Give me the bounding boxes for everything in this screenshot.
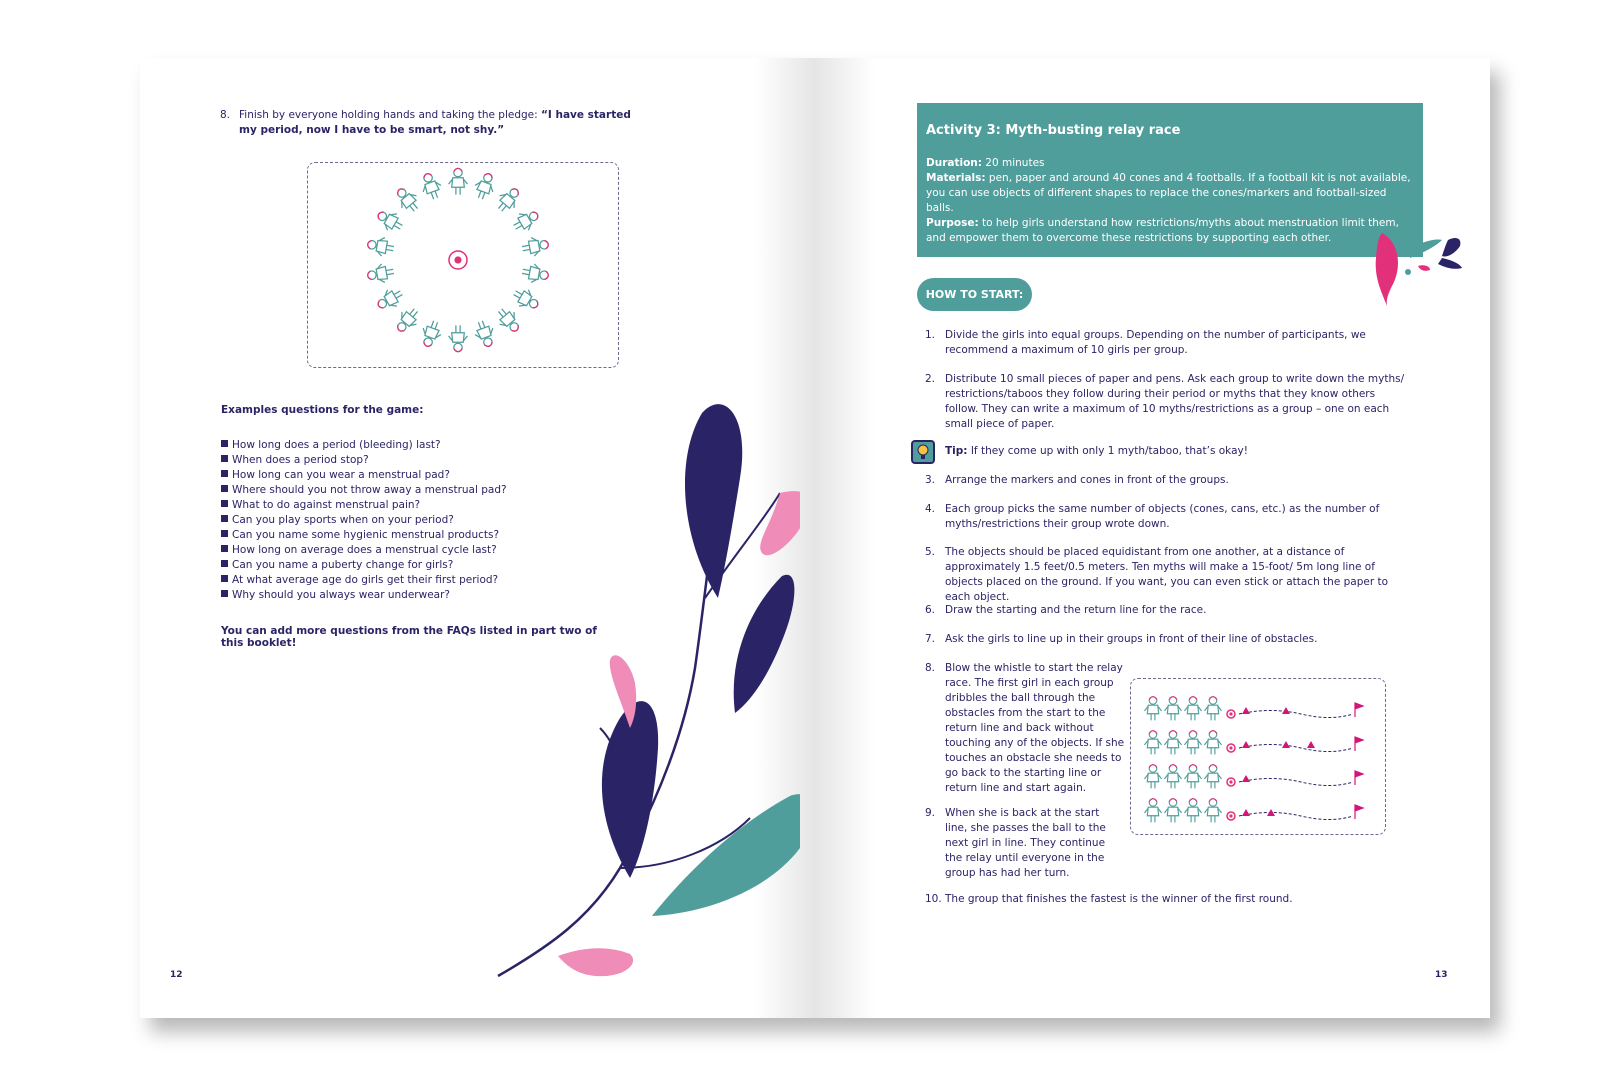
girl-figure-icon — [374, 285, 406, 314]
question-text: How long does a period (bleeding) last? — [232, 439, 441, 451]
purpose-line — [926, 216, 1414, 246]
question-text: How long on average does a menstrual cycle last? — [232, 544, 497, 556]
step-text: Each group picks the same number of objects (cones, cans, etc.) as the number of myths/restrictions their group wrote down. — [945, 503, 1380, 530]
list-item — [925, 502, 1405, 532]
girl-figure-icon — [1204, 765, 1221, 789]
girl-figure-icon — [418, 318, 445, 349]
step-number: 5. — [925, 546, 936, 558]
step-text: Draw the starting and the return line for the race. — [945, 604, 1207, 616]
girl-figure-icon — [1144, 765, 1161, 789]
girl-figure-icon — [449, 325, 468, 351]
step-text: Ask the girls to line up in their groups in front of their line of obstacles. — [945, 633, 1318, 645]
page-number: 13 — [1435, 970, 1448, 980]
booklet-spread — [140, 58, 1490, 1018]
step-text: Divide the girls into equal groups. Depending on the number of participants, we recommend a maximum of 10 girls per group. — [945, 329, 1366, 356]
flag-icon — [1355, 771, 1363, 785]
girl-figure-icon — [1164, 765, 1181, 789]
list-item — [925, 806, 1115, 881]
step-text: Distribute 10 small pieces of paper and pens. Ask each group to write down the myths/ restrictions/taboos they follow during their period or myths that they know others follow. They can write a maximum of 10 myths/restrictions as a group – one on each small piece of paper. — [945, 373, 1405, 430]
left-page — [140, 58, 815, 1018]
girl-figure-icon — [449, 168, 468, 194]
girl-figure-icon — [510, 206, 542, 235]
plant-decoration — [480, 398, 800, 1018]
activity-title: Activity 3: Myth-busting relay race — [926, 123, 1181, 138]
circle-illustration-frame — [307, 162, 619, 368]
question-text: Where should you not throw away a menstrual pad? — [232, 484, 507, 496]
girl-figure-icon — [392, 184, 423, 216]
tip-row — [925, 444, 1405, 459]
gutter-shadow — [815, 58, 875, 1018]
girl-figure-icon — [1184, 765, 1201, 789]
activity-info-box — [917, 103, 1423, 257]
purpose-label: Purpose: — [926, 217, 979, 229]
girl-figure-icon — [471, 171, 498, 202]
girl-figure-icon — [521, 262, 550, 285]
relay-race-illustration — [1131, 679, 1385, 834]
girl-figure-icon — [1184, 697, 1201, 721]
relay-illustration-frame — [1130, 678, 1386, 835]
list-item — [925, 328, 1405, 358]
girl-figure-icon — [1184, 799, 1201, 823]
list-item — [925, 632, 1405, 647]
materials-value: pen, paper and around 40 cones and 4 footballs. If a football kit is not available, you can use objects of different shapes to replace the cones/markers and football-sized balls. — [926, 172, 1411, 214]
square-bullet-icon — [221, 455, 228, 462]
cone-icon — [1242, 707, 1250, 714]
list-item — [925, 545, 1405, 605]
girl-figure-icon — [366, 262, 395, 285]
square-bullet-icon — [221, 470, 228, 477]
how-to-start-badge: HOW TO START: — [917, 278, 1032, 311]
examples-title: Examples questions for the game: — [221, 404, 424, 416]
girl-figure-icon — [418, 171, 445, 202]
list-item — [925, 661, 1130, 796]
girl-figure-icon — [493, 304, 524, 336]
splash-decoration — [1370, 228, 1470, 308]
girl-figure-icon — [1164, 697, 1181, 721]
list-item — [925, 603, 1405, 618]
girls-circle-illustration — [308, 163, 618, 367]
square-bullet-icon — [221, 440, 228, 447]
girl-figure-icon — [1164, 731, 1181, 755]
step-number: 8. — [925, 662, 936, 674]
girl-figure-icon — [493, 184, 524, 216]
step-number: 7. — [925, 633, 936, 645]
cone-icon — [1242, 775, 1250, 782]
girl-figure-icon — [1144, 799, 1161, 823]
page-number: 12 — [170, 970, 183, 980]
step-text: The group that finishes the fastest is the winner of the first round. — [945, 893, 1293, 905]
girl-figure-icon — [1144, 731, 1161, 755]
question-text: Can you play sports when on your period? — [232, 514, 454, 526]
list-item — [925, 892, 1405, 907]
question-text: How long can you wear a menstrual pad? — [232, 469, 450, 481]
square-bullet-icon — [221, 590, 228, 597]
duration-label: Duration: — [926, 157, 982, 169]
purpose-value: to help girls understand how restrictions/myths about menstruation limit them, and empower them to overcome these restrictions by supporting each other. — [926, 217, 1399, 244]
step-number: 8. — [220, 109, 231, 121]
duration-line — [926, 156, 1414, 171]
question-text: Can you name some hygienic menstrual products? — [232, 529, 500, 541]
girl-figure-icon — [366, 235, 395, 258]
girl-figure-icon — [1164, 799, 1181, 823]
square-bullet-icon — [221, 530, 228, 537]
girl-figure-icon — [510, 285, 542, 314]
question-text: Can you name a puberty change for girls? — [232, 559, 454, 571]
girl-figure-icon — [1204, 731, 1221, 755]
step-text: The objects should be placed equidistant from one another, at a distance of approximately 1.5 feet/0.5 meters. Ten myths will make a 15-foot/ 5m long line of objects placed on the ground. If you want, you can even stick or attach the paper to each object. — [945, 546, 1389, 603]
cone-icon — [1242, 741, 1250, 748]
question-text: What to do against menstrual pain? — [232, 499, 421, 511]
step-8 — [220, 108, 640, 138]
square-bullet-icon — [221, 500, 228, 507]
duration-value: 20 minutes — [981, 157, 1045, 169]
question-text: Why should you always wear underwear? — [232, 589, 450, 601]
cone-icon — [1282, 741, 1290, 748]
flag-icon — [1355, 703, 1363, 717]
girl-figure-icon — [521, 235, 550, 258]
square-bullet-icon — [221, 485, 228, 492]
step-text: Arrange the markers and cones in front of the groups. — [945, 474, 1229, 486]
more-questions-note: You can add more questions from the FAQs listed in part two of this booklet! — [221, 625, 597, 649]
list-item — [925, 372, 1405, 432]
step-text: Blow the whistle to start the relay race. The first girl in each group dribbles the ball through the obstacles from the start to the return line and back without touching any of the objects. If she touches an obstacle she needs to go back to the starting line or return line and start again. — [945, 662, 1125, 794]
question-text: When does a period stop? — [232, 454, 369, 466]
question-text: At what average age do girls get their first period? — [232, 574, 499, 586]
girl-figure-icon — [1204, 799, 1221, 823]
step-number: 3. — [925, 474, 936, 486]
tip-text: If they come up with only 1 myth/taboo, that’s okay! — [967, 445, 1248, 457]
girl-figure-icon — [374, 206, 406, 235]
materials-label: Materials: — [926, 172, 986, 184]
step-number: 6. — [925, 604, 936, 616]
step-number: 2. — [925, 373, 936, 385]
girl-figure-icon — [1204, 697, 1221, 721]
step-number: 4. — [925, 503, 936, 515]
right-page — [815, 58, 1490, 1018]
cone-icon — [1242, 809, 1250, 816]
step-text: When she is back at the start line, she passes the ball to the next girl in line. They continue the relay until everyone in the group has had her turn. — [945, 807, 1106, 879]
flag-icon — [1355, 737, 1363, 751]
flag-icon — [1355, 805, 1363, 819]
square-bullet-icon — [221, 515, 228, 522]
girl-figure-icon — [1184, 731, 1201, 755]
step-text: Finish by everyone holding hands and taking the pledge: — [239, 109, 542, 121]
list-item — [925, 473, 1405, 488]
girl-figure-icon — [1144, 697, 1161, 721]
lightbulb-icon — [911, 440, 935, 464]
tip-label: Tip: — [945, 445, 968, 457]
cone-icon — [1307, 741, 1315, 748]
materials-line — [926, 171, 1414, 216]
square-bullet-icon — [221, 560, 228, 567]
cone-icon — [1282, 707, 1290, 714]
step-number: 10. — [925, 893, 942, 905]
girl-figure-icon — [392, 304, 423, 336]
pledge-text: “I have started my period, now I have to be smart, not shy.” — [239, 109, 631, 136]
step-number: 9. — [925, 807, 936, 819]
girl-figure-icon — [471, 318, 498, 349]
square-bullet-icon — [221, 545, 228, 552]
square-bullet-icon — [221, 575, 228, 582]
step-number: 1. — [925, 329, 936, 341]
